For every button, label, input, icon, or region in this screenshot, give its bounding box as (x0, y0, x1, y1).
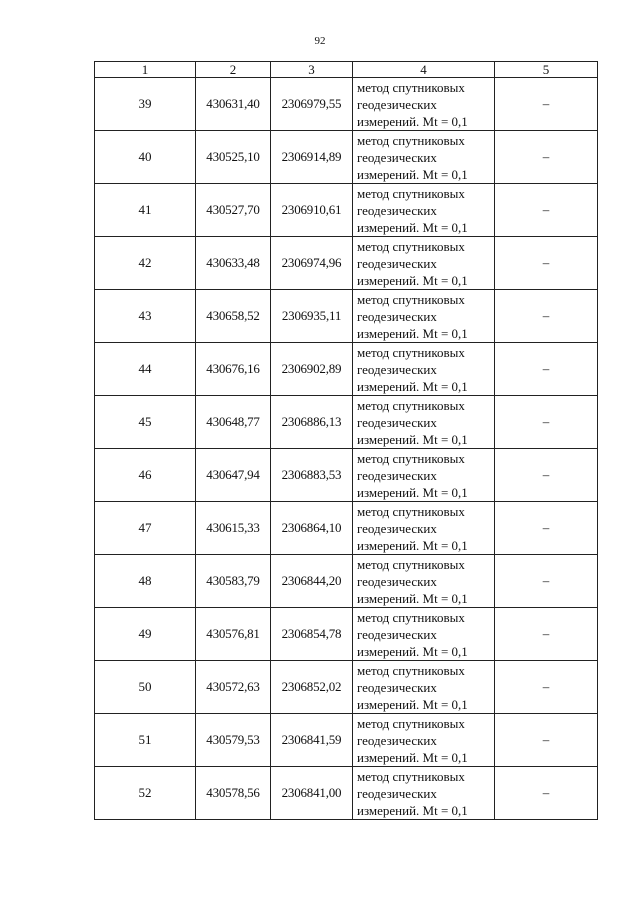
x-coordinate-cell: 430647,94 (196, 449, 271, 502)
note-cell: – (495, 237, 598, 290)
method-line: измерений. Mt = 0,1 (357, 643, 468, 659)
y-coordinate-cell: 2306902,89 (271, 343, 353, 396)
point-number-cell: 47 (95, 502, 196, 555)
method-line: метод спутниковых (357, 503, 465, 519)
note-cell: – (495, 396, 598, 449)
page-number: 92 (314, 35, 326, 47)
method-line: метод спутниковых (357, 397, 465, 413)
point-number-cell: 49 (95, 608, 196, 661)
x-coordinate-cell: 430615,33 (196, 502, 271, 555)
y-coordinate-cell: 2306935,11 (271, 290, 353, 343)
method-line: метод спутниковых (357, 291, 465, 307)
y-coordinate-cell: 2306852,02 (271, 661, 353, 714)
method-line: геодезических (357, 467, 437, 483)
method-line: измерений. Mt = 0,1 (357, 749, 468, 765)
note-cell: – (495, 555, 598, 608)
x-coordinate-cell: 430525,10 (196, 131, 271, 184)
x-coordinate-cell: 430527,70 (196, 184, 271, 237)
method-cell (353, 78, 495, 131)
note-cell: – (495, 502, 598, 555)
method-line: метод спутниковых (357, 450, 465, 466)
point-number-cell: 46 (95, 449, 196, 502)
method-line: метод спутниковых (357, 238, 465, 254)
method-line: измерений. Mt = 0,1 (357, 166, 468, 182)
point-number-cell: 43 (95, 290, 196, 343)
method-cell (353, 343, 495, 396)
point-number-cell: 45 (95, 396, 196, 449)
y-coordinate-cell: 2306844,20 (271, 555, 353, 608)
method-line: измерений. Mt = 0,1 (357, 431, 468, 447)
method-cell (353, 237, 495, 290)
x-coordinate-cell: 430676,16 (196, 343, 271, 396)
method-line: геодезических (357, 202, 437, 218)
y-coordinate-cell: 2306910,61 (271, 184, 353, 237)
note-cell: – (495, 661, 598, 714)
method-line: метод спутниковых (357, 715, 465, 731)
note-cell: – (495, 714, 598, 767)
method-line: геодезических (357, 785, 437, 801)
method-line: измерений. Mt = 0,1 (357, 113, 468, 129)
table-row (95, 131, 598, 184)
x-coordinate-cell: 430658,52 (196, 290, 271, 343)
method-line: измерений. Mt = 0,1 (357, 484, 468, 500)
method-line: геодезических (357, 520, 437, 536)
note-cell: – (495, 608, 598, 661)
note-cell: – (495, 449, 598, 502)
method-line: метод спутниковых (357, 609, 465, 625)
method-cell (353, 555, 495, 608)
note-cell: – (495, 290, 598, 343)
y-coordinate-cell: 2306864,10 (271, 502, 353, 555)
table-row (95, 767, 598, 820)
table-row (95, 714, 598, 767)
method-line: геодезических (357, 308, 437, 324)
method-line: измерений. Mt = 0,1 (357, 802, 468, 818)
method-line: геодезических (357, 96, 437, 112)
method-line: геодезических (357, 573, 437, 589)
method-line: измерений. Mt = 0,1 (357, 219, 468, 235)
header-row (95, 62, 598, 78)
method-line: геодезических (357, 361, 437, 377)
table-row (95, 184, 598, 237)
method-cell (353, 396, 495, 449)
method-cell (353, 767, 495, 820)
method-line: метод спутниковых (357, 662, 465, 678)
table-row (95, 290, 598, 343)
table-row (95, 237, 598, 290)
note-cell: – (495, 131, 598, 184)
header-col-2: 2 (196, 62, 271, 78)
x-coordinate-cell: 430572,63 (196, 661, 271, 714)
method-line: геодезических (357, 255, 437, 271)
x-coordinate-cell: 430631,40 (196, 78, 271, 131)
method-line: измерений. Mt = 0,1 (357, 272, 468, 288)
method-cell (353, 661, 495, 714)
x-coordinate-cell: 430579,53 (196, 714, 271, 767)
method-line: метод спутниковых (357, 556, 465, 572)
method-line: измерений. Mt = 0,1 (357, 590, 468, 606)
method-cell (353, 184, 495, 237)
note-cell: – (495, 184, 598, 237)
x-coordinate-cell: 430648,77 (196, 396, 271, 449)
x-coordinate-cell: 430576,81 (196, 608, 271, 661)
table-body (95, 78, 598, 820)
method-line: геодезических (357, 626, 437, 642)
method-line: геодезических (357, 149, 437, 165)
point-number-cell: 48 (95, 555, 196, 608)
method-line: метод спутниковых (357, 132, 465, 148)
method-cell (353, 131, 495, 184)
point-number-cell: 41 (95, 184, 196, 237)
table-row (95, 661, 598, 714)
y-coordinate-cell: 2306886,13 (271, 396, 353, 449)
header-col-3: 3 (271, 62, 353, 78)
method-line: метод спутниковых (357, 79, 465, 95)
method-line: метод спутниковых (357, 344, 465, 360)
y-coordinate-cell: 2306841,00 (271, 767, 353, 820)
header-col-4: 4 (353, 62, 495, 78)
x-coordinate-cell: 430583,79 (196, 555, 271, 608)
point-number-cell: 52 (95, 767, 196, 820)
point-number-cell: 44 (95, 343, 196, 396)
table-row (95, 78, 598, 131)
table-row (95, 555, 598, 608)
y-coordinate-cell: 2306841,59 (271, 714, 353, 767)
point-number-cell: 39 (95, 78, 196, 131)
y-coordinate-cell: 2306914,89 (271, 131, 353, 184)
y-coordinate-cell: 2306974,96 (271, 237, 353, 290)
point-number-cell: 51 (95, 714, 196, 767)
y-coordinate-cell: 2306979,55 (271, 78, 353, 131)
method-cell (353, 608, 495, 661)
method-cell (353, 449, 495, 502)
note-cell: – (495, 343, 598, 396)
method-line: геодезических (357, 679, 437, 695)
note-cell: – (495, 78, 598, 131)
table-row (95, 608, 598, 661)
method-cell (353, 714, 495, 767)
method-cell (353, 290, 495, 343)
header-col-5: 5 (495, 62, 598, 78)
method-line: измерений. Mt = 0,1 (357, 378, 468, 394)
x-coordinate-cell: 430633,48 (196, 237, 271, 290)
method-line: измерений. Mt = 0,1 (357, 537, 468, 553)
method-cell (353, 502, 495, 555)
coordinates-table (94, 61, 598, 820)
method-line: геодезических (357, 414, 437, 430)
method-line: метод спутниковых (357, 768, 465, 784)
table-row (95, 449, 598, 502)
note-cell: – (495, 767, 598, 820)
table-row (95, 502, 598, 555)
y-coordinate-cell: 2306883,53 (271, 449, 353, 502)
header-col-1: 1 (95, 62, 196, 78)
point-number-cell: 50 (95, 661, 196, 714)
table-row (95, 343, 598, 396)
y-coordinate-cell: 2306854,78 (271, 608, 353, 661)
method-line: измерений. Mt = 0,1 (357, 325, 468, 341)
method-line: геодезических (357, 732, 437, 748)
method-line: измерений. Mt = 0,1 (357, 696, 468, 712)
point-number-cell: 40 (95, 131, 196, 184)
method-line: метод спутниковых (357, 185, 465, 201)
table-row (95, 396, 598, 449)
table-header (95, 62, 598, 78)
x-coordinate-cell: 430578,56 (196, 767, 271, 820)
point-number-cell: 42 (95, 237, 196, 290)
